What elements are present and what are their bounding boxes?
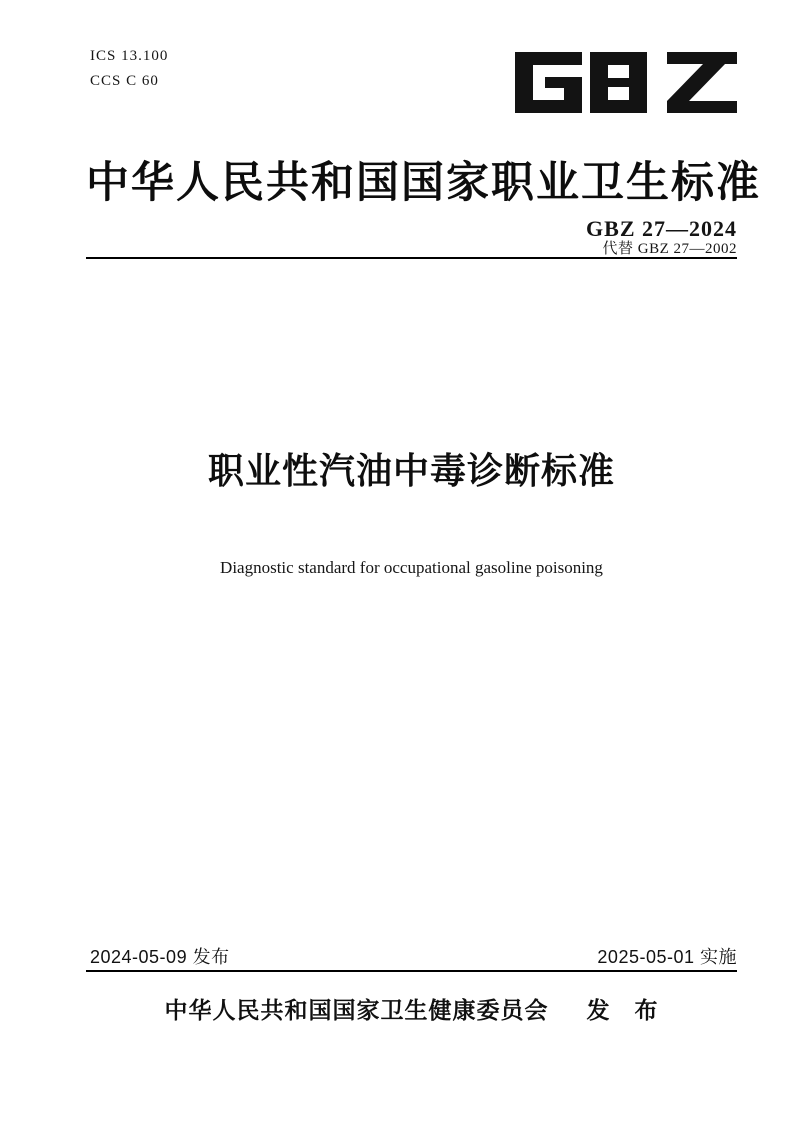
footer-rule [86, 970, 737, 972]
publisher-line [86, 995, 737, 1027]
logo-letter-z [667, 52, 737, 113]
publisher-name: 中华人民共和国国家卫生健康委员会 [164, 998, 549, 1023]
header-rule [86, 257, 737, 259]
gbz-logo [515, 52, 737, 113]
date-row [90, 945, 737, 969]
standard-number: GBZ 27—2024 [586, 216, 737, 241]
standard-category-title: 中华人民共和国国家职业卫生标准 [86, 159, 761, 207]
logo-letter-b [590, 52, 647, 113]
logo-letter-g [515, 52, 582, 113]
publish-label: 发 布 [586, 998, 659, 1023]
ccs-code: CCS C 60 [90, 73, 159, 89]
issue-date: 2024-05-09 发布 [90, 947, 230, 967]
document-title-zh: 职业性汽油中毒诊断标准 [207, 450, 615, 491]
classification-codes [90, 44, 168, 94]
ics-code: ICS 13.100 [90, 48, 169, 64]
supersedes-note: 代替 GBZ 27—2002 [602, 241, 737, 257]
implement-date: 2025-05-01 实施 [597, 947, 737, 967]
document-title-en: Diagnostic standard for occupational gasoline poisoning [220, 558, 603, 577]
